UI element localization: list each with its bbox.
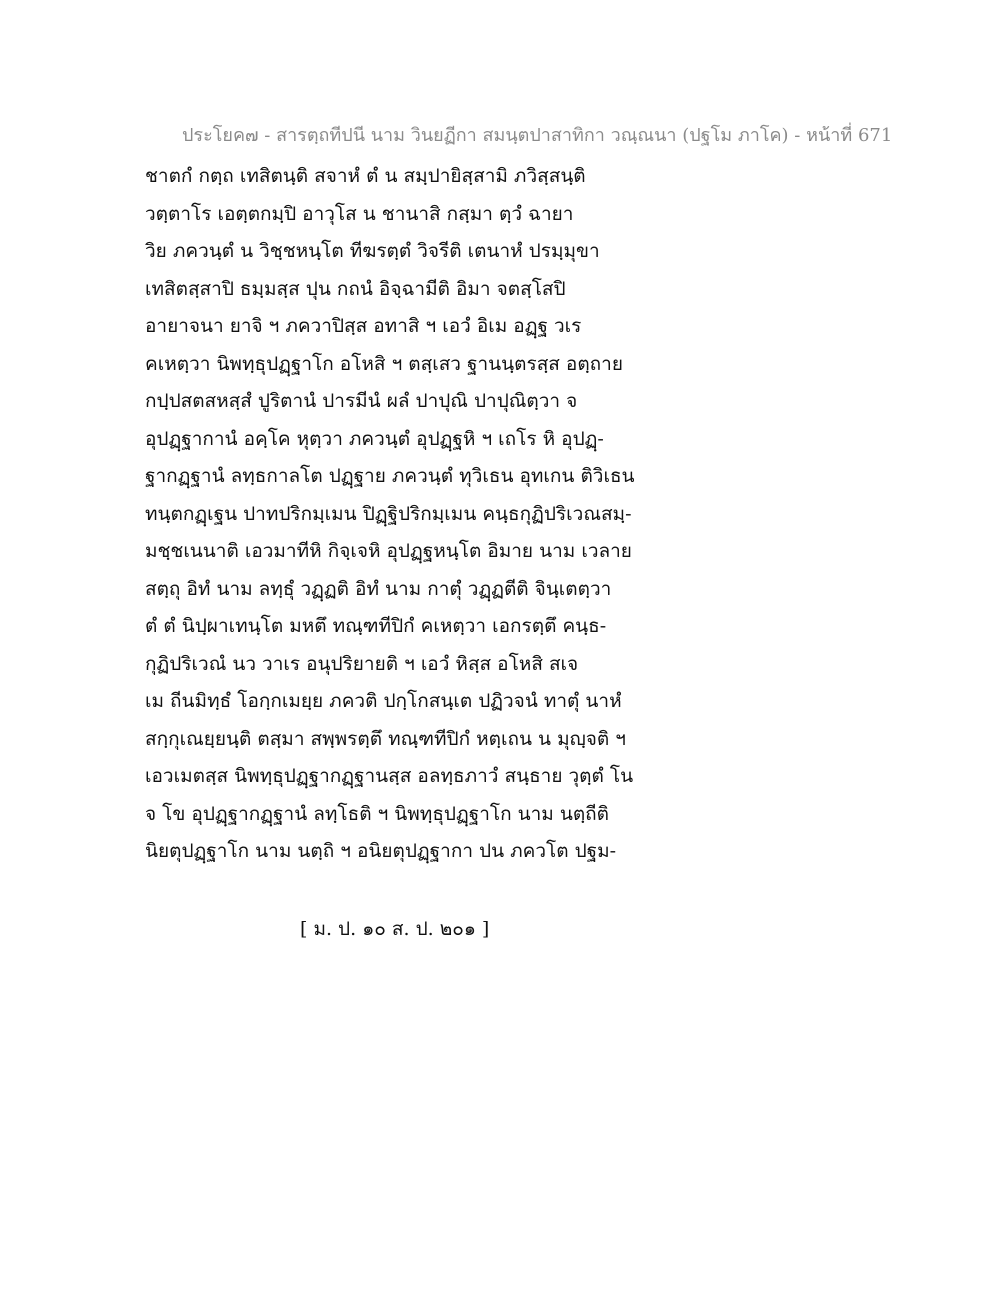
text-line: อายาจนา ยาจิ ฯ ภควาปิสฺส อทาสิ ฯ เอวํ อิเม อฏฺฐ วเร [145,315,582,337]
text-line: นิยตุปฏฺฐาโก นาม นตฺถิ ฯ อนิยตุปฏฺฐากา ปน ภควโต ปฐม- [145,840,617,862]
text-line: เทสิตสฺสาปิ ธมฺมสฺส ปุน กถนํ อิจฺฉามีติ อิมา จตสฺโสปิ [145,277,566,300]
page-reference: [ ม. ป. ๑๐ ส. ป. ๒๐๑ ] [300,918,490,940]
text-line: มชฺชเนนาติ เอวมาทีหิ กิจฺเจหิ อุปฏฺฐหนฺโต อิมาย นาม เวลาย [145,540,632,562]
text-line: ตํ ตํ นิปฺผาเทนฺโต มหตึ ทณฺฑทีปิกํ คเหตฺวา เอกรตฺตึ คนฺธ- [145,615,607,637]
text-line: กปฺปสตสหสฺสํ ปูริตานํ ปารมีนํ ผลํ ปาปุณิ ปาปุณิตฺวา จ [145,390,578,412]
text-line: จ โข อุปฏฺฐากฏฺฐานํ ลทฺโธติ ฯ นิพทฺธุปฏฺฐาโก นาม นตฺถีติ [145,802,610,825]
text-line: วิย ภควนฺตํ น วิชฺชหนฺโต ทีฆรตฺตํ วิจรีติ เตนาหํ ปรมฺมุขา [145,240,600,262]
text-line: กุฏิปริเวณํ นว วาเร อนุปริยายติ ฯ เอวํ หิสฺส อโหสิ สเจ [145,652,579,675]
text-line: สกฺกุเณยฺยนฺติ ตสฺมา สพฺพรตฺตึ ทณฺฑทีปิกํ หตฺเถน น มุญฺจติ ฯ [145,727,626,750]
text-line: ทนฺตกฏฺเฐน ปาทปริกมฺเมน ปิฏฺฐิปริกมฺเมน คนฺธกุฏิปริเวณสมฺ- [145,502,632,525]
text-line: ชาตกํ กตฺถ เทสิตนฺติ สจาหํ ตํ น สมฺปายิสฺสามิ ภวิสฺสนฺติ [145,165,586,187]
text-line: เม ถีนมิทฺธํ โอกฺกเมยฺย ภควติ ปกฺโกสนฺเต ปฏิวจนํ ทาตุํ นาหํ [145,690,622,712]
text-line: เอวเมตสฺส นิพทฺธุปฏฺฐากฏฺฐานสฺส อลทฺธภาวํ สนฺธาย วุตฺตํ โน [145,765,634,787]
running-header: ประโยค๗ - สารตฺถทีปนี นาม วินยฏีกา สมนฺตปาสาทิกา วณฺณนา (ปฐโม ภาโค) - หน้าที่ 671 [182,125,893,146]
text-line: ฐากฏฺฐานํ ลทฺธกาลโต ปฏฺฐาย ภควนฺตํ ทุวิเธน อุทเกน ติวิเธน [145,465,635,487]
text-line: อุปฏฺฐากานํ อคฺโค หุตฺวา ภควนฺตํ อุปฏฺฐหิ ฯ เถโร หิ อุปฏฺ- [145,427,604,450]
body-text [145,158,665,871]
text-line: คเหตฺวา นิพทฺธุปฏฺฐาโก อโหสิ ฯ ตสฺเสว ฐานนฺตรสฺส อตฺถาย [145,352,623,375]
text-line: สตฺถุ อิทํ นาม ลทฺธุํ วฏฺฏติ อิทํ นาม กาตุํ วฏฺฏตีติ จินฺเตตฺวา [145,577,612,600]
text-line: วตฺตาโร เอตฺตกมฺปิ อาวุโส น ชานาสิ กสฺมา ตฺวํ ฉายา [145,202,574,225]
